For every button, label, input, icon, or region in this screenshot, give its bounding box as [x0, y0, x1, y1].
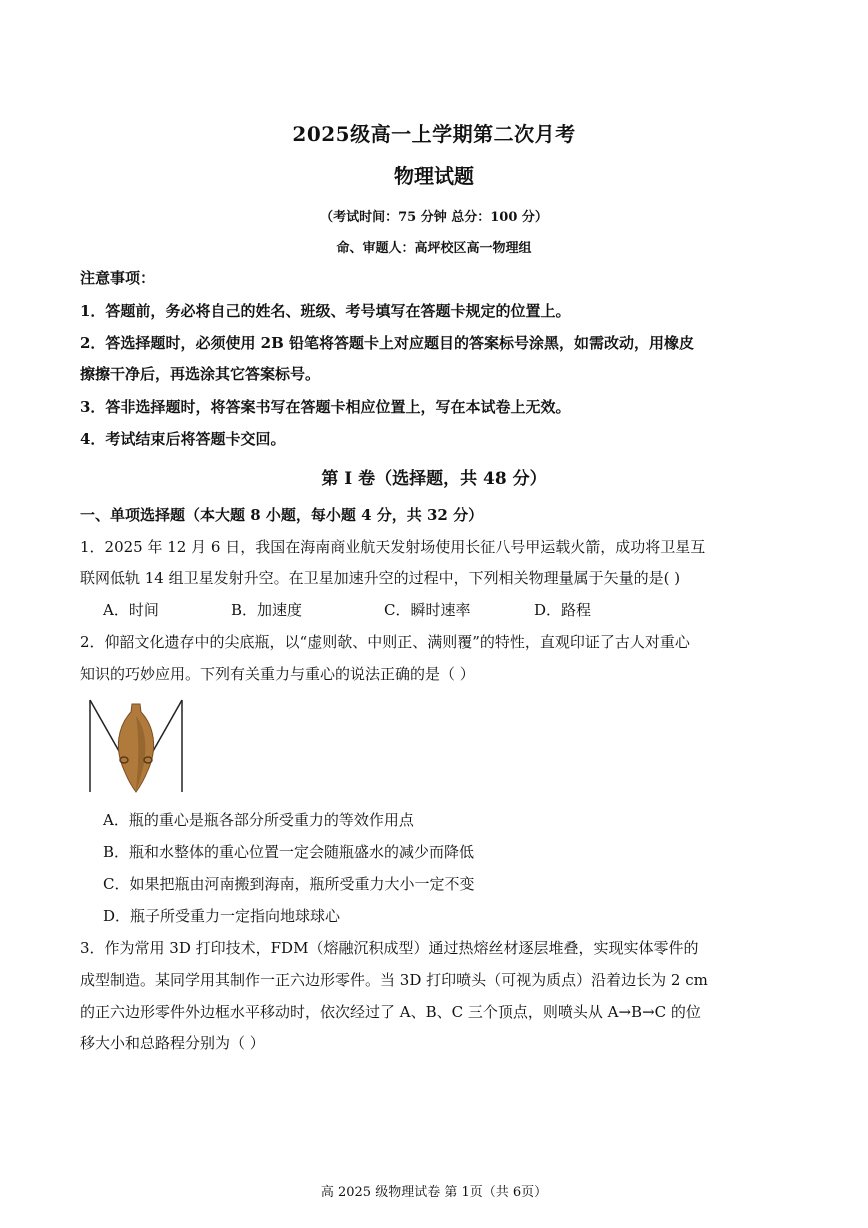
q1-option-b: B．加速度: [231, 601, 303, 619]
vase-figure: [88, 698, 184, 794]
q3-stem-line-4: 移大小和总路程分别为（ ）: [80, 1034, 265, 1052]
q3-stem-line-3: 的正六边形零件外边框水平移动时，依次经过了 A、B、C 三个顶点，则喷头从 A→B→C 的位: [80, 1003, 701, 1021]
page-footer: 高 2025 级物理试卷 第 1页（共 6页）: [320, 1185, 548, 1200]
q3-stem-line-1: 3．作为常用 3D 打印技术，FDM（熔融沉积成型）通过热熔丝材逐层堆叠，实现实体零件的: [80, 939, 699, 957]
exam-subject: 物理试题: [394, 164, 474, 188]
exam-title: 2025级高一上学期第二次月考: [292, 122, 576, 146]
notice-item-4: 4．考试结束后将答题卡交回。: [80, 430, 286, 448]
part-heading: 一、单项选择题（本大题 8 小题，每小题 4 分，共 32 分）: [80, 506, 484, 524]
q1-stem-line-1: 1．2025 年 12 月 6 日，我国在海南商业航天发射场使用长征八号甲运载火箭，成功将卫星互: [80, 538, 706, 556]
q1-option-a: A．时间: [103, 601, 159, 619]
q2-stem-line-2: 知识的巧妙应用。下列有关重力与重心的说法正确的是（ ）: [80, 665, 475, 683]
q2-option-d: D．瓶子所受重力一定指向地球球心: [103, 907, 341, 925]
exam-authors: 命、审题人：高坪校区高一物理组: [336, 241, 532, 256]
notice-heading: 注意事项：: [80, 269, 156, 287]
q1-option-c: C．瞬时速率: [384, 601, 471, 619]
notice-item-2: 2．答选择题时，必须使用 2B 铅笔将答题卡上对应题目的答案标号涂黑，如需改动，用橡皮: [80, 334, 695, 352]
notice-item-2-cont: 擦擦干净后，再选涂其它答案标号。: [80, 365, 321, 383]
q2-option-a: A．瓶的重心是瓶各部分所受重力的等效作用点: [103, 811, 414, 829]
q2-stem-line-1: 2．仰韶文化遗存中的尖底瓶，以“虚则欹、中则正、满则覆”的特性，直观印证了古人对重心: [80, 633, 690, 651]
vase-body: [118, 704, 153, 792]
q1-option-d: D．路程: [534, 601, 592, 619]
notice-item-3: 3．答非选择题时，将答案书写在答题卡相应位置上，写在本试卷上无效。: [80, 398, 571, 416]
q3-stem-line-2: 成型制造。某同学用其制作一正六边形零件。当 3D 打印喷头（可视为质点）沿着边长为 2 cm: [80, 971, 708, 989]
section-title: 第 I 卷（选择题，共 48 分）: [321, 469, 547, 489]
exam-info: （考试时间：75 分钟 总分：100 分）: [320, 210, 548, 225]
q1-stem-line-2: 联网低轨 14 组卫星发射升空。在卫星加速升空的过程中，下列相关物理量属于矢量的是( ): [80, 569, 681, 587]
q2-option-c: C．如果把瓶由河南搬到海南，瓶所受重力大小一定不变: [103, 875, 475, 893]
q2-option-b: B．瓶和水整体的重心位置一定会随瓶盛水的减少而降低: [103, 843, 475, 861]
notice-item-1: 1．答题前，务必将自己的姓名、班级、考号填写在答题卡规定的位置上。: [80, 302, 571, 320]
